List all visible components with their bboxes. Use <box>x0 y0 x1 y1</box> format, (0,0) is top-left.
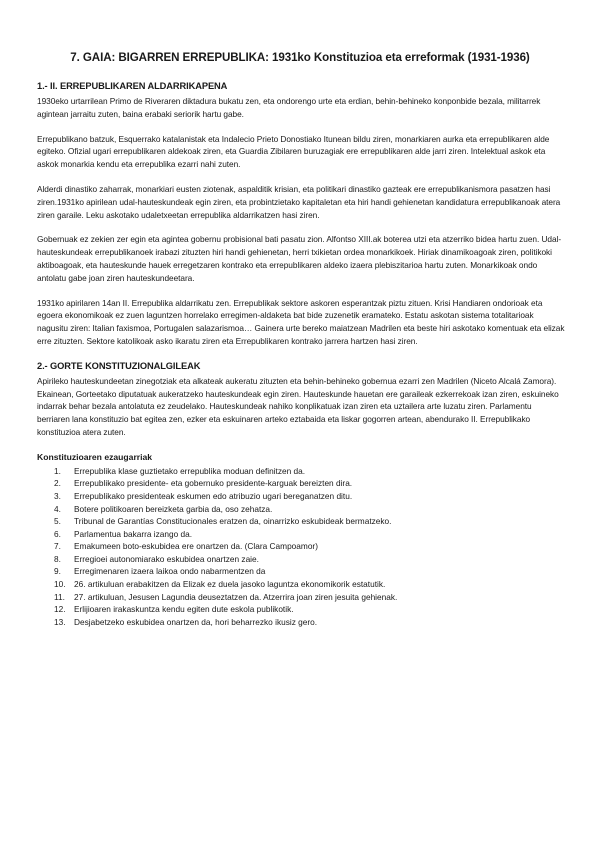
list-text: Emakumeen boto-eskubidea ere onartzen da. (Clara Campoamor) <box>74 541 318 552</box>
list-item <box>37 591 565 604</box>
section-heading-1: 1.- II. ERREPUBLIKAREN ALDARRIKAPENA <box>37 81 228 91</box>
list-text: Desjabetzeko eskubidea onartzen da, hori beharrezko ikusiz gero. <box>74 616 318 627</box>
paragraph: Gobernuak ez zekien zer egin eta agintea gobernu probisional bati pasatu zion. Alfontso XIII.ak boterea utzi eta atzerriko bidea hartu zuen. Udal-hauteskundeak errepublikanoek irabazi zituzten hiri handi gehienetan, herri txikietan ordea monarkikoek. Hiriak dinamikoagoak ziren, politikoki aktiboagoak, eta hauteskunde hauek erregetzaren kontrako eta errepublikaren aldeko izaera plebiszitarioa hartu zuten. Monarkikoak ondo antolatu gabe joan ziren hauteskundeetara. <box>37 234 562 283</box>
list-item <box>37 540 565 553</box>
list-text: Erlijioaren irakaskuntza kendu egiten dute eskola publikotik. <box>74 604 294 615</box>
list-item <box>37 503 565 516</box>
features-list <box>37 465 565 629</box>
paragraph: 1930eko urtarrilean Primo de Riveraren diktadura bukatu zen, eta ondorengo urte eta erdian, behin-behineko konponbide bezala, militarrek agintean jarraitu zuten, baina erabaki seriorik hartu gabe. <box>37 96 541 119</box>
list-number: 8. <box>54 553 61 564</box>
list-number: 4. <box>54 503 61 514</box>
paragraph: Apirileko hauteskundeetan zinegotziak eta alkateak aukeratu zituzten eta behin-behineko gobernua ezarri zen Madrilen (Niceto Alcalá Zamora). Ekainean, Gorteetako diputatuak aukeratzeko hauteskundeak egin ziren. Hauteskunde hauetan ere garaileak ezkerrekoak izan ziren, eskuineko indarrak behar bezala antolatuta ez zeudelako. Hauteskundeak nahiko konplikatuak izan ziren eta uztailera arte luzatu ziren. Parlamentu berriaren lana konstituzio bat egitea zen, ezker eta eskuinaren arteko eztabaida eta liskar gogorren artean, abendurako II. Errepublikako konstituzioa atera zuten. <box>37 375 559 437</box>
list-item <box>37 528 565 541</box>
paragraph: Alderdi dinastiko zaharrak, monarkiari eusten ziotenak, aspalditik krisian, eta politikari dinastiko gazteak ere errepublikanismora pasatzen hasi ziren.1931ko apirilean udal-hauteskundeak egin ziren, eta probintzietako kapitaletan eta hiri handi gehienetan kandidatura errepublikanoak atera ziren garaile. Leku askotako udaletxeetan errepublika aldarrikatzen hasi ziren. <box>37 183 561 220</box>
paragraph: Errepublikano batzuk, Esquerrako katalanistak eta Indalecio Prieto Donostiako Itunean bildu ziren, monarkiaren aurka eta errepublikaren alde egiteko. Ofizial ugari errepublikaren aldekoak ziren, eta Guardia Zibilaren buruzagiak ere errepublikaren alde jarri ziren. Intelektual askok eta askok monarkia kendu eta errepublika ezarri nahi zuten. <box>37 133 550 170</box>
list-item <box>37 616 565 629</box>
list-number: 5. <box>54 516 61 527</box>
list-item <box>37 515 565 528</box>
list-item <box>37 553 565 566</box>
list-number: 2. <box>54 478 61 489</box>
list-text: 26. artikuluan erabakitzen da Elizak ez duela jasoko laguntza ekonomikorik estatutik. <box>74 579 386 590</box>
list-text: Erregioei autonomiarako eskubidea onartzen zaie. <box>74 553 259 564</box>
list-text: Errepublika klase guztietako errepublika moduan definitzen da. <box>74 465 306 476</box>
list-text: 27. artikuluan, Jesusen Lagundia deuseztatzen da. Atzerrira joan ziren jesuita gehienak. <box>74 591 398 602</box>
list-subheading: Konstituzioaren ezaugarriak <box>37 451 153 462</box>
list-item <box>37 578 565 591</box>
list-item <box>37 603 565 616</box>
list-number: 7. <box>54 541 61 552</box>
list-text: Errepublikako presidente- eta gobernuko presidente-karguak bereizten dira. <box>74 478 353 489</box>
list-number: 13. <box>54 616 66 627</box>
document-title: 7. GAIA: BIGARREN ERREPUBLIKA: 1931ko Konstituzioa eta erreformak (1931-1936) <box>70 51 530 64</box>
list-item <box>37 465 565 478</box>
document-body <box>37 80 565 628</box>
list-item <box>37 490 565 503</box>
list-text: Tribunal de Garantías Constitucionales eratzen da, oinarrizko eskubideak bermatzeko. <box>74 516 392 527</box>
list-text: Parlamentua bakarra izango da. <box>74 528 193 539</box>
list-number: 9. <box>54 566 61 577</box>
list-text: Erregimenaren izaera laikoa ondo nabarmentzen da <box>74 566 266 577</box>
list-number: 1. <box>54 465 61 476</box>
list-text: Botere politikoaren bereizketa garbia da, oso zehatza. <box>74 503 273 514</box>
section-heading-2: 2.- GORTE KONSTITUZIONALGILEAK <box>37 360 201 371</box>
list-number: 10. <box>54 579 66 590</box>
list-item <box>37 477 565 490</box>
list-number: 12. <box>54 604 66 615</box>
list-number: 3. <box>54 490 61 501</box>
list-text: Errepublikako presidenteak eskumen edo atribuzio ugari bereganatzen ditu. <box>74 490 353 501</box>
list-item <box>37 565 565 578</box>
list-number: 6. <box>54 528 61 539</box>
list-number: 11. <box>54 591 65 602</box>
paragraph: 1931ko apirilaren 14an II. Errepublika aldarrikatu zen. Errepublikak sektore askoren esperantzak piztu zituen. Krisi Handiaren ondorioak eta egoera ekonomikoak ez zuen laguntzen horrelako erregimen-aldaketa bat bide zuzenetik eramateko. Estatu askotan sistema totalitarioak nagusitu ziren: Italian faxismoa, Portugalen salazarismoa… Gainera urte bereko maiatzean Madrilen eta beste hiri askotako komentuak eta elizak erre zituzten. Sektore katolikoak asko ikaratu ziren eta Errepublikaren kontrako jarrera hartzen hasi ziren. <box>37 297 565 346</box>
